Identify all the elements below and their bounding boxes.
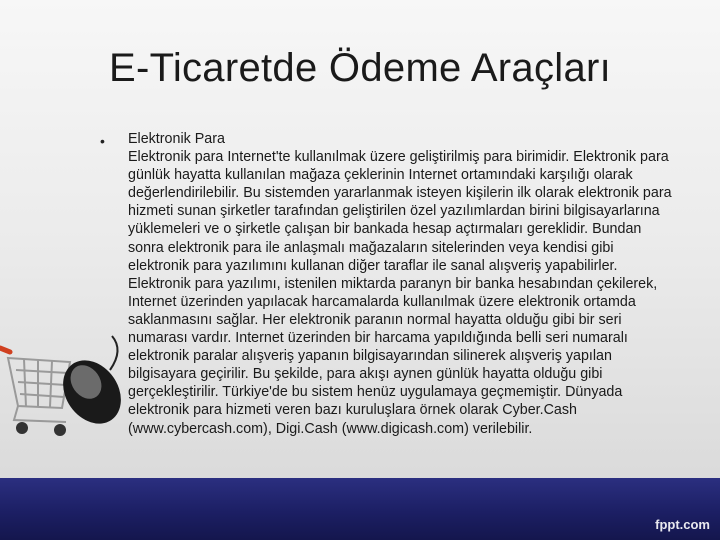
bullet-point: • bbox=[100, 133, 105, 149]
bullet-body: Elektronik para Internet'te kullanılmak üzere geliştirilmiş para birimidir. Elektronik para günlük hayatta kullanılan mağaza çeklerinin Internet ortamındaki karşılığı olarak değerlendirilebilir. Bu sistemden yararlanmak isteyen kişilerin ilk olarak elektronik para hizmeti sunan şirketler tarafından geliştirilen özel yazılımlardan birini bilgisayarlarına yüklemeleri ve o şirketle çalışan bir bankada hesap açtırmaları gereklidir. Bundan sonra elektronik para ile anlaşmalı mağazaların sitelerinden veya kendisi gibi elektronik para yazılımını kullanan diğer taraflar ile sanal alışveriş yapabilirler. Elektronik para yazılımı, istenilen miktarda paranyn bir banka hesabından çekilerek, Internet üzerinden yapılacak harcamalarda kullanılmak üzere elektronik ortamda saklanmasını sağlar. Her elektronik paranın normal hayatta olduğu gibi bir seri numarası vardır. Internet üzerinden bir harcama yapıldığında belli seri numaralı elektronik paralar alışveriş yapanın bilgisayarından silinerek alışveriş yapılan bilgisayara geçirilir. Bu şekilde, para akışı aynen günlük hayatta olduğu gibi gerçekleştirilir. Türkiye'de bu sistem henüz uygulamaya geçmemiştir. Dünyada elektronik para hizmeti veren bazı kuruluşlara örnek olarak Cyber.Cash (www.cybercash.com), Digi.Cash (www.digicash.com) verilebilir. bbox=[128, 149, 672, 437]
slide-title: E-Ticaretde Ödeme Araçları bbox=[108, 46, 612, 90]
bullet-content bbox=[128, 130, 676, 438]
shopping-cart-icon bbox=[0, 330, 130, 460]
footer-band bbox=[0, 478, 720, 540]
watermark-text: fppt.com bbox=[655, 517, 710, 532]
bullet-heading: Elektronik Para bbox=[128, 131, 225, 147]
